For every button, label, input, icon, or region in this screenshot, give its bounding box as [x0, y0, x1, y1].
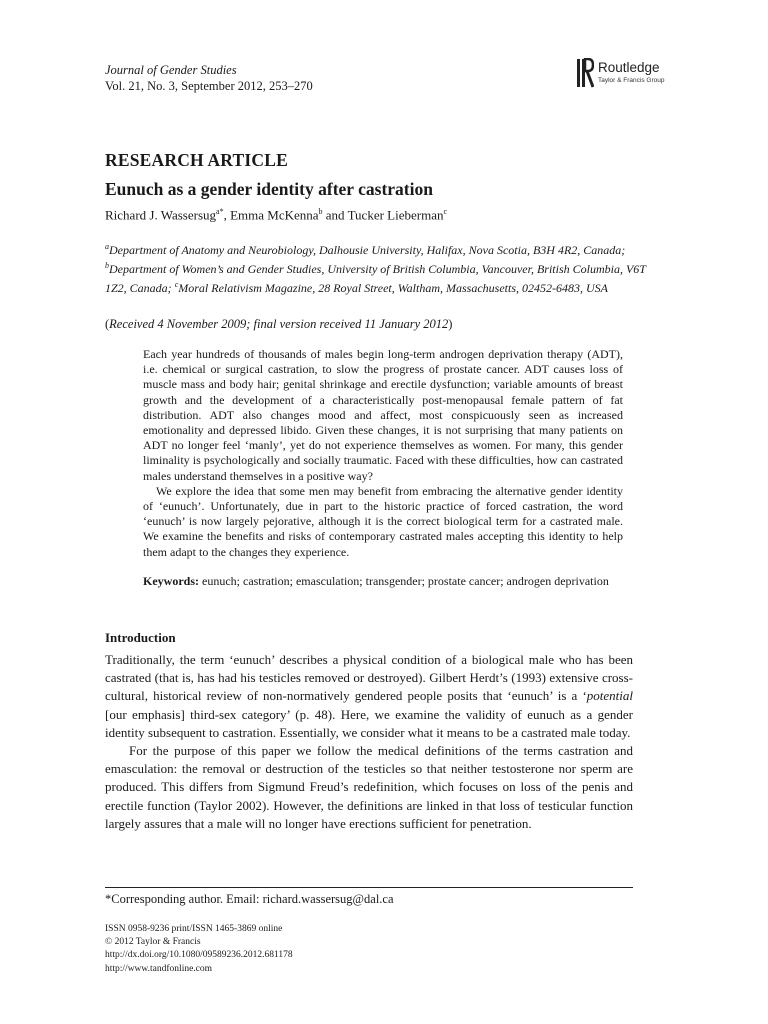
- volume-info: Vol. 21, No. 3, September 2012, 253–270: [105, 79, 313, 93]
- author-sup: a*: [216, 207, 224, 216]
- body-paragraph: For the purpose of this paper we follow the medical definitions of the terms castration and emasculation: the removal or destruction of the testicles so that neither testosterone nor sperm are produced. This differs from Sigmund Freud’s redefinition, which focuses on loss of the penis and erectile function (Taylor 2002). However, the definitions are linked in that loss of testicular function largely assures that a male will no longer have erections sufficient for penetration.: [105, 743, 633, 831]
- routledge-r-icon: [576, 58, 594, 88]
- affiliation: Moral Relativism Magazine, 28 Royal Street, Waltham, Massachusetts, 02452-6483, USA: [178, 281, 608, 295]
- affiliation: Department of Women’s and Gender Studies, University of British Columbia, Vancouver, British Columbia, V6T 1Z2, Canada;: [105, 262, 646, 295]
- footnote-divider: [105, 887, 633, 888]
- corresponding-author: *Corresponding author. Email: richard.wassersug@dal.ca: [105, 892, 394, 906]
- author-list: Richard J. Wassersug$^{a*}$, Emma McKenna$^b$ and Tucker Lieberman$^c$: [105, 207, 448, 223]
- abstract-paragraph: Each year hundreds of thousands of males begin long-term androgen deprivation therapy (ADT), i.e. chemical or surgical castration, to slow the progress of prostate cancer. ADT causes loss of muscle mass and body hair; genital shrinkage and erectile dysfunction; variable amounts of breast growth and the development of a characteristically post-menopausal female pattern of fat distribution. ADT also changes mood and affect, most conspicuously seen as increased emotionality and depressed libido. Given these changes, it is not surprising that many patients on ADT no longer feel ‘manly’, yet do not experience themselves as women. For many, this gender liminality is psychologically and socially traumatic. Faced with these difficulties, how can castrated males understand themselves in a positive way?: [143, 347, 623, 483]
- article-type: RESEARCH ARTICLE: [105, 150, 288, 170]
- journal-header: [105, 62, 313, 94]
- author-sup: c: [443, 207, 448, 216]
- affiliation: Department of Anatomy and Neurobiology, Dalhousie University, Halifax, Nova Scotia, B3H 4R2, Canada;: [109, 243, 626, 257]
- keywords: [143, 574, 623, 589]
- publisher-name: Routledge: [598, 60, 660, 75]
- publisher-logo: [576, 56, 686, 96]
- abstract-paragraph: We explore the idea that some men may benefit from embracing the alternative gender identity of ‘eunuch’. Unfortunately, due in part to the historic practice of forced castration, the word ‘eunuch’ is now largely pejorative, although it is the correct biological term for a castrated male. We examine the benefits and risks of contemporary castrated males accepting this identity to help them adapt to the changes they experience.: [143, 483, 623, 559]
- received-dates: (Received 4 November 2009; final version received 11 January 2012): [105, 317, 453, 331]
- keywords-label: Keywords:: [143, 574, 199, 588]
- author-name: Emma McKenna: [230, 207, 319, 223]
- copyright: © 2012 Taylor & Francis: [105, 937, 201, 948]
- publication-meta: [105, 923, 293, 976]
- publisher-group: Taylor & Francis Group: [598, 77, 665, 84]
- abstract: [143, 347, 623, 560]
- doi-link[interactable]: http://dx.doi.org/10.1080/09589236.2012.681178: [105, 950, 293, 961]
- article-title: Eunuch as a gender identity after castration: [105, 179, 433, 199]
- journal-name: Journal of Gender Studies: [105, 63, 237, 77]
- author-name: Tucker Lieberman: [347, 207, 444, 223]
- author-name: Richard J. Wassersug: [105, 207, 217, 223]
- section-heading: Introduction: [105, 630, 176, 645]
- website-link[interactable]: http://www.tandfonline.com: [105, 963, 213, 974]
- keywords-list: eunuch; castration; emasculation; transgender; prostate cancer; androgen deprivation: [202, 574, 609, 588]
- body-text: [105, 651, 633, 833]
- body-paragraph: Traditionally, the term ‘eunuch’ describes a physical condition of a biological male who has been castrated (that is, has had his testicles removed or destroyed). Gilbert Herdt’s (1993) extensive cross-cultural, historical review of non-normatively gendered people posits that ‘eunuch’ is a ‘potential [our emphasis] third-sex category’ (p. 48). Here, we examine the validity of eunuch as a gender identity subsequent to castration. Essentially, we consider what it means to be a castrated male today.: [105, 652, 633, 740]
- issn: ISSN 0958-9236 print/ISSN 1465-3869 online: [105, 924, 283, 934]
- affiliations: $^a$Department of Anatomy and Neurobiology, Dalhousie University, Halifax, Nova Scotia, B3H 4R2, Canada; $^b$Department of Women’s and Gender Studies, University of British Columbia, Vancouver, British Columbia, V6T 1Z2, Canada; $^c$Moral Relativism Magazine, 28 Royal Street, Waltham, Massachusetts, 02452-6483, USA: [105, 242, 646, 295]
- author-sup: b: [318, 207, 323, 216]
